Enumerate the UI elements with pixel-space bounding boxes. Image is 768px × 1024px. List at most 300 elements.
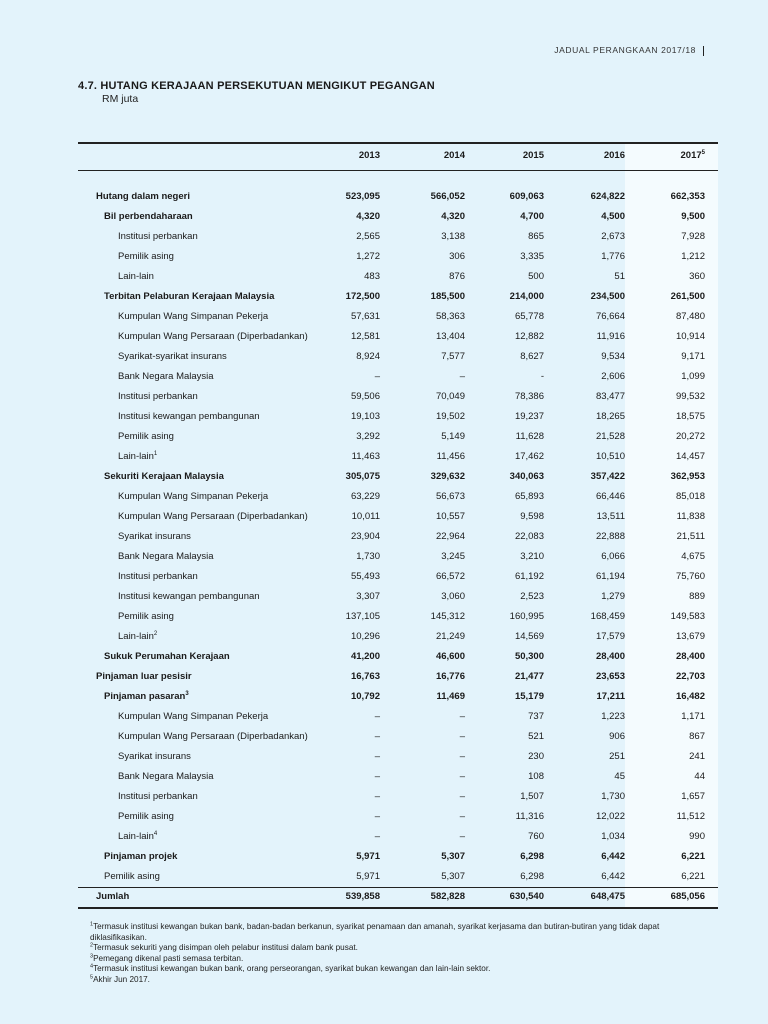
cell-value: 15,179 <box>514 691 544 702</box>
cell-value: 56,673 <box>435 491 465 502</box>
cell-value: 329,632 <box>430 471 465 482</box>
cell-value: 4,700 <box>520 211 544 222</box>
cell-value: 582,828 <box>430 891 465 902</box>
cell-value: 19,103 <box>350 411 380 422</box>
cell-value: 59,506 <box>350 391 380 402</box>
cell-value: 523,095 <box>345 191 380 202</box>
cell-value: 50,300 <box>514 651 544 662</box>
row-label-text: Pemilik asing <box>118 811 174 822</box>
table-row <box>78 868 718 888</box>
cell-value: 76,664 <box>595 311 625 322</box>
row-label <box>118 391 198 402</box>
row-label-text: Lain-lain <box>118 631 154 642</box>
cell-value: 1,223 <box>601 711 625 722</box>
cell-value: 6,442 <box>601 851 625 862</box>
footnote <box>90 964 700 975</box>
cell-value: - <box>540 371 544 382</box>
cell-value: 4,500 <box>601 211 625 222</box>
cell-value: 906 <box>609 731 625 742</box>
row-label <box>118 531 191 542</box>
footnote-text: Termasuk sekuriti yang disimpan oleh pelabur institusi dalam bank pusat. <box>93 943 358 952</box>
cell-value: 6,066 <box>601 551 625 562</box>
row-label <box>118 611 174 622</box>
cell-value: 149,583 <box>670 611 705 622</box>
row-label-text: Institusi perbankan <box>118 231 198 242</box>
cell-value: 2,565 <box>356 231 380 242</box>
column-header <box>635 150 705 161</box>
cell-value: 12,022 <box>595 811 625 822</box>
cell-value: – <box>459 731 465 742</box>
cell-value: 66,572 <box>435 571 465 582</box>
table-unit-subtitle: RM juta <box>102 93 139 105</box>
row-label <box>118 331 308 342</box>
cell-value: 1,507 <box>520 791 544 802</box>
cell-value: 11,316 <box>515 811 544 822</box>
row-label-text: Syarikat insurans <box>118 751 191 762</box>
cell-value: 6,442 <box>601 871 625 882</box>
cell-value: 22,888 <box>595 531 625 542</box>
cell-value: – <box>374 831 380 842</box>
row-label-text: Pinjaman projek <box>104 851 178 862</box>
cell-value: 234,500 <box>590 291 625 302</box>
cell-value: 65,893 <box>514 491 544 502</box>
cell-value: 889 <box>689 591 705 602</box>
row-label <box>118 251 174 262</box>
footnote <box>90 975 700 986</box>
cell-value: 13,404 <box>435 331 465 342</box>
table-row <box>78 308 718 328</box>
cell-value: 8,924 <box>356 351 380 362</box>
cell-value: – <box>459 751 465 762</box>
cell-value: 3,210 <box>520 551 544 562</box>
running-head: JADUAL PERANGKAAN 2017/18 <box>554 45 696 55</box>
column-header: 2016 <box>603 150 625 161</box>
row-label-text: Institusi kewangan pembangunan <box>118 411 260 422</box>
cell-value: 19,237 <box>514 411 544 422</box>
cell-value: 168,459 <box>590 611 625 622</box>
cell-value: 11,456 <box>436 451 465 462</box>
cell-value: 1,657 <box>681 791 705 802</box>
cell-value: 51 <box>614 271 625 282</box>
table-row <box>78 288 718 308</box>
cell-value: 624,822 <box>590 191 625 202</box>
cell-value: 65,778 <box>514 311 544 322</box>
cell-value: 11,512 <box>676 811 705 822</box>
row-label-text: Kumpulan Wang Persaraan (Diperbadankan) <box>118 511 308 522</box>
row-label <box>118 431 174 442</box>
row-label-text: Bank Negara Malaysia <box>118 771 214 782</box>
cell-value: 137,105 <box>345 611 380 622</box>
footnote-number: 5 <box>90 973 94 980</box>
cell-value: 3,335 <box>520 251 544 262</box>
cell-value: 1,776 <box>601 251 625 262</box>
table-header-rule <box>78 170 718 171</box>
cell-value: 6,298 <box>520 851 544 862</box>
cell-value: 11,916 <box>596 331 625 342</box>
cell-value: 5,971 <box>356 851 380 862</box>
cell-value: 17,579 <box>595 631 625 642</box>
row-label-text: Institusi kewangan pembangunan <box>118 591 260 602</box>
cell-value: – <box>374 791 380 802</box>
row-label-text: Hutang dalam negeri <box>96 191 190 202</box>
cell-value: 75,760 <box>675 571 705 582</box>
cell-value: 1,034 <box>601 831 625 842</box>
footnote-ref: 4 <box>153 830 158 837</box>
cell-value: 6,221 <box>681 871 705 882</box>
row-label-text: Sukuk Perumahan Kerajaan <box>104 651 230 662</box>
row-label <box>118 791 198 802</box>
row-label <box>118 731 308 742</box>
cell-value: 10,011 <box>351 511 380 522</box>
row-label <box>118 751 191 762</box>
table-row <box>78 408 718 428</box>
row-label-text: Pinjaman luar pesisir <box>96 671 192 682</box>
cell-value: 5,149 <box>441 431 465 442</box>
row-label <box>118 311 268 322</box>
cell-value: 500 <box>528 271 544 282</box>
cell-value: 630,540 <box>509 891 544 902</box>
cell-value: 16,482 <box>675 691 705 702</box>
row-label-text: Bil perbendaharaan <box>104 211 193 222</box>
cell-value: 13,511 <box>596 511 625 522</box>
cell-value: 3,138 <box>441 231 465 242</box>
row-label-text: Institusi perbankan <box>118 571 198 582</box>
footnote-number: 4 <box>90 963 94 970</box>
cell-value: 87,480 <box>675 311 705 322</box>
cell-value: 566,052 <box>430 191 465 202</box>
row-label-text: Pemilik asing <box>104 871 160 882</box>
row-label-text: Lain-lain <box>118 451 154 462</box>
table-total <box>78 888 718 908</box>
cell-value: 9,171 <box>681 351 705 362</box>
cell-value: 23,904 <box>350 531 380 542</box>
cell-value: 22,964 <box>435 531 465 542</box>
cell-value: – <box>459 711 465 722</box>
cell-value: 21,477 <box>514 671 544 682</box>
footnote-ref: 2 <box>153 630 158 637</box>
table-row <box>78 528 718 548</box>
table-row <box>78 488 718 508</box>
cell-value: 10,792 <box>350 691 380 702</box>
table-row <box>78 508 718 528</box>
cell-value: 11,628 <box>515 431 544 442</box>
cell-value: 306 <box>449 251 465 262</box>
cell-value: 10,914 <box>675 331 705 342</box>
cell-value: 1,730 <box>601 791 625 802</box>
cell-value: 8,627 <box>520 351 544 362</box>
column-header: 2013 <box>358 150 380 161</box>
table-row <box>78 668 718 688</box>
row-label <box>118 271 154 282</box>
row-label <box>96 671 192 682</box>
row-label-text: Pemilik asing <box>118 611 174 622</box>
cell-value: 14,569 <box>514 631 544 642</box>
cell-value: 648,475 <box>590 891 625 902</box>
row-label-text: Syarikat-syarikat insurans <box>118 351 227 362</box>
cell-value: 3,060 <box>441 591 465 602</box>
footnote <box>90 943 700 954</box>
footnote-number: 3 <box>90 952 94 959</box>
cell-value: 160,995 <box>509 611 544 622</box>
table-row <box>78 788 718 808</box>
table-row <box>78 808 718 828</box>
cell-value: 10,510 <box>595 451 625 462</box>
cell-value: 990 <box>689 831 705 842</box>
cell-value: 1,099 <box>681 371 705 382</box>
row-label <box>118 811 174 822</box>
cell-value: 4,320 <box>356 211 380 222</box>
cell-value: 521 <box>528 731 544 742</box>
cell-value: 3,292 <box>356 431 380 442</box>
row-label-text: Sekuriti Kerajaan Malaysia <box>104 471 224 482</box>
cell-value: 28,400 <box>595 651 625 662</box>
cell-value: 737 <box>528 711 544 722</box>
row-label-text: Institusi perbankan <box>118 391 198 402</box>
cell-value: 58,363 <box>435 311 465 322</box>
cell-value: 10,557 <box>435 511 465 522</box>
cell-value: 44 <box>694 771 705 782</box>
row-label-text: Institusi perbankan <box>118 791 198 802</box>
table-row <box>78 268 718 288</box>
cell-value: 5,307 <box>441 851 465 862</box>
table-top-rule <box>78 142 718 144</box>
footnote-text: Pemegang dikenal pasti semasa terbitan. <box>93 953 244 963</box>
cell-value: – <box>374 711 380 722</box>
cell-value: 21,528 <box>595 431 625 442</box>
table-body <box>78 188 718 888</box>
row-label-text: Kumpulan Wang Persaraan (Diperbadankan) <box>118 331 308 342</box>
cell-value: 172,500 <box>345 291 380 302</box>
cell-value: 14,457 <box>675 451 705 462</box>
cell-value: 45 <box>614 771 625 782</box>
column-header: 2014 <box>443 150 465 161</box>
cell-value: 23,653 <box>595 671 625 682</box>
table-title: 4.7. HUTANG KERAJAAN PERSEKUTUAN MENGIKUT PEGANGAN <box>78 80 435 92</box>
cell-value: 78,386 <box>514 391 544 402</box>
row-label-text: Terbitan Pelaburan Kerajaan Malaysia <box>104 291 275 302</box>
cell-value: 7,928 <box>681 231 705 242</box>
table-row <box>78 348 718 368</box>
cell-value: 4,320 <box>441 211 465 222</box>
cell-value: 876 <box>449 271 465 282</box>
footnote <box>90 922 700 943</box>
table-header-row <box>78 150 718 164</box>
cell-value: 9,598 <box>520 511 544 522</box>
table-row <box>78 448 718 468</box>
row-label-text: Lain-lain <box>118 831 154 842</box>
table-row-total <box>78 888 718 908</box>
row-label <box>104 871 160 882</box>
row-label <box>118 371 214 382</box>
cell-value: 251 <box>609 751 625 762</box>
row-label <box>104 471 224 482</box>
cell-value: 2,606 <box>601 371 625 382</box>
row-label: Jumlah <box>96 891 130 902</box>
cell-value: 108 <box>528 771 544 782</box>
cell-value: 61,194 <box>595 571 625 582</box>
cell-value: 57,631 <box>350 311 380 322</box>
row-label <box>118 351 227 362</box>
row-label-text: Kumpulan Wang Simpanan Pekerja <box>118 711 269 722</box>
cell-value: 357,422 <box>590 471 625 482</box>
footnote-number: 2 <box>90 942 94 949</box>
table-row <box>78 368 718 388</box>
cell-value: 11,463 <box>351 451 380 462</box>
cell-value: 3,245 <box>441 551 465 562</box>
column-header-note: 5 <box>701 149 705 156</box>
row-label <box>118 631 157 642</box>
row-label <box>104 691 189 702</box>
cell-value: 539,858 <box>345 891 380 902</box>
cell-value: – <box>459 811 465 822</box>
row-label <box>118 551 214 562</box>
cell-value: 305,075 <box>345 471 380 482</box>
table-row <box>78 428 718 448</box>
table-row <box>78 708 718 728</box>
cell-value: 9,500 <box>681 211 705 222</box>
row-label <box>118 511 308 522</box>
cell-value: 6,298 <box>520 871 544 882</box>
cell-value: 5,971 <box>356 871 380 882</box>
cell-value: 70,049 <box>435 391 465 402</box>
row-label-text: Bank Negara Malaysia <box>118 551 214 562</box>
footnote-number: 1 <box>90 921 94 928</box>
cell-value: 241 <box>689 751 705 762</box>
cell-value: 685,056 <box>670 891 705 902</box>
row-label <box>104 851 177 862</box>
cell-value: 99,532 <box>675 391 705 402</box>
row-label <box>118 491 268 502</box>
column-header-label: 2017 <box>680 150 702 161</box>
row-label <box>118 411 260 422</box>
cell-value: 12,882 <box>514 331 544 342</box>
cell-value: 483 <box>364 271 380 282</box>
table-row <box>78 748 718 768</box>
row-label-text: Pemilik asing <box>118 251 174 262</box>
table-row <box>78 568 718 588</box>
row-label <box>104 651 230 662</box>
cell-value: 9,534 <box>601 351 625 362</box>
cell-value: 13,679 <box>675 631 705 642</box>
cell-value: 261,500 <box>670 291 705 302</box>
table-row <box>78 548 718 568</box>
cell-value: 1,730 <box>356 551 380 562</box>
row-label-text: Syarikat insurans <box>118 531 191 542</box>
row-label <box>118 571 198 582</box>
table-row <box>78 728 718 748</box>
cell-value: 214,000 <box>509 291 544 302</box>
table-row <box>78 608 718 628</box>
row-label-text: Kumpulan Wang Persaraan (Diperbadankan) <box>118 731 308 742</box>
row-label <box>118 771 214 782</box>
cell-value: 1,272 <box>356 251 380 262</box>
cell-value: 662,353 <box>670 191 705 202</box>
cell-value: 1,171 <box>681 711 705 722</box>
cell-value: 2,523 <box>520 591 544 602</box>
cell-value: – <box>374 771 380 782</box>
table-row <box>78 588 718 608</box>
cell-value: 2,673 <box>601 231 625 242</box>
cell-value: 22,083 <box>514 531 544 542</box>
row-label-text: Pinjaman pasaran <box>104 691 186 702</box>
cell-value: 1,279 <box>601 591 625 602</box>
table-row <box>78 188 718 208</box>
table-row <box>78 248 718 268</box>
cell-value: – <box>459 831 465 842</box>
table-row <box>78 208 718 228</box>
cell-value: 18,575 <box>675 411 705 422</box>
footnote-text: Akhir Jun 2017. <box>93 974 150 984</box>
cell-value: 362,953 <box>670 471 705 482</box>
cell-value: 360 <box>689 271 705 282</box>
cell-value: 22,703 <box>675 671 705 682</box>
table-row <box>78 628 718 648</box>
cell-value: 760 <box>528 831 544 842</box>
row-label <box>118 231 198 242</box>
row-label-text: Lain-lain <box>118 271 154 282</box>
table-row <box>78 768 718 788</box>
cell-value: – <box>374 751 380 762</box>
row-label <box>104 211 193 222</box>
cell-value: 55,493 <box>350 571 380 582</box>
cell-value: 41,200 <box>350 651 380 662</box>
cell-value: 20,272 <box>675 431 705 442</box>
cell-value: 4,675 <box>681 551 705 562</box>
footnotes <box>90 922 700 985</box>
footnote-ref: 1 <box>153 450 158 457</box>
table-row <box>78 648 718 668</box>
cell-value: 3,307 <box>356 591 380 602</box>
cell-value: 21,249 <box>435 631 465 642</box>
cell-value: 61,192 <box>514 571 544 582</box>
cell-value: 19,502 <box>435 411 465 422</box>
cell-value: – <box>374 811 380 822</box>
cell-value: 66,446 <box>595 491 625 502</box>
table-row <box>78 388 718 408</box>
cell-value: 85,018 <box>675 491 705 502</box>
footnote <box>90 954 700 965</box>
footnote-text: Termasuk institusi kewangan bukan bank, orang perseorangan, syarikat bukan kewangan dan lain-lain sektor. <box>93 964 491 973</box>
cell-value: 185,500 <box>430 291 465 302</box>
table-row <box>78 468 718 488</box>
cell-value: 18,265 <box>595 411 625 422</box>
table-row <box>78 228 718 248</box>
running-head-bar <box>703 46 705 56</box>
footnote-text: Termasuk institusi kewangan bukan bank, badan-badan berkanun, syarikat penamaan dan amanah, syarikat kerjasama dan butiran-butiran yang tidak dapat diklasifikasikan. <box>90 922 660 942</box>
row-label <box>118 451 157 462</box>
row-label <box>118 711 268 722</box>
cell-value: 1,212 <box>681 251 705 262</box>
footnote-ref: 3 <box>185 690 189 697</box>
table-row <box>78 828 718 848</box>
cell-value: 10,296 <box>350 631 380 642</box>
row-label <box>118 591 260 602</box>
cell-value: 6,221 <box>681 851 705 862</box>
row-label-text: Pemilik asing <box>118 431 174 442</box>
cell-value: 865 <box>528 231 544 242</box>
cell-value: – <box>459 371 465 382</box>
cell-value: 11,838 <box>676 511 705 522</box>
cell-value: 5,307 <box>441 871 465 882</box>
cell-value: – <box>459 791 465 802</box>
row-label <box>96 191 190 202</box>
row-label-text: Kumpulan Wang Simpanan Pekerja <box>118 491 269 502</box>
cell-value: 609,063 <box>509 191 544 202</box>
cell-value: – <box>459 771 465 782</box>
table-row <box>78 848 718 868</box>
cell-value: 16,763 <box>350 671 380 682</box>
table-row <box>78 688 718 708</box>
